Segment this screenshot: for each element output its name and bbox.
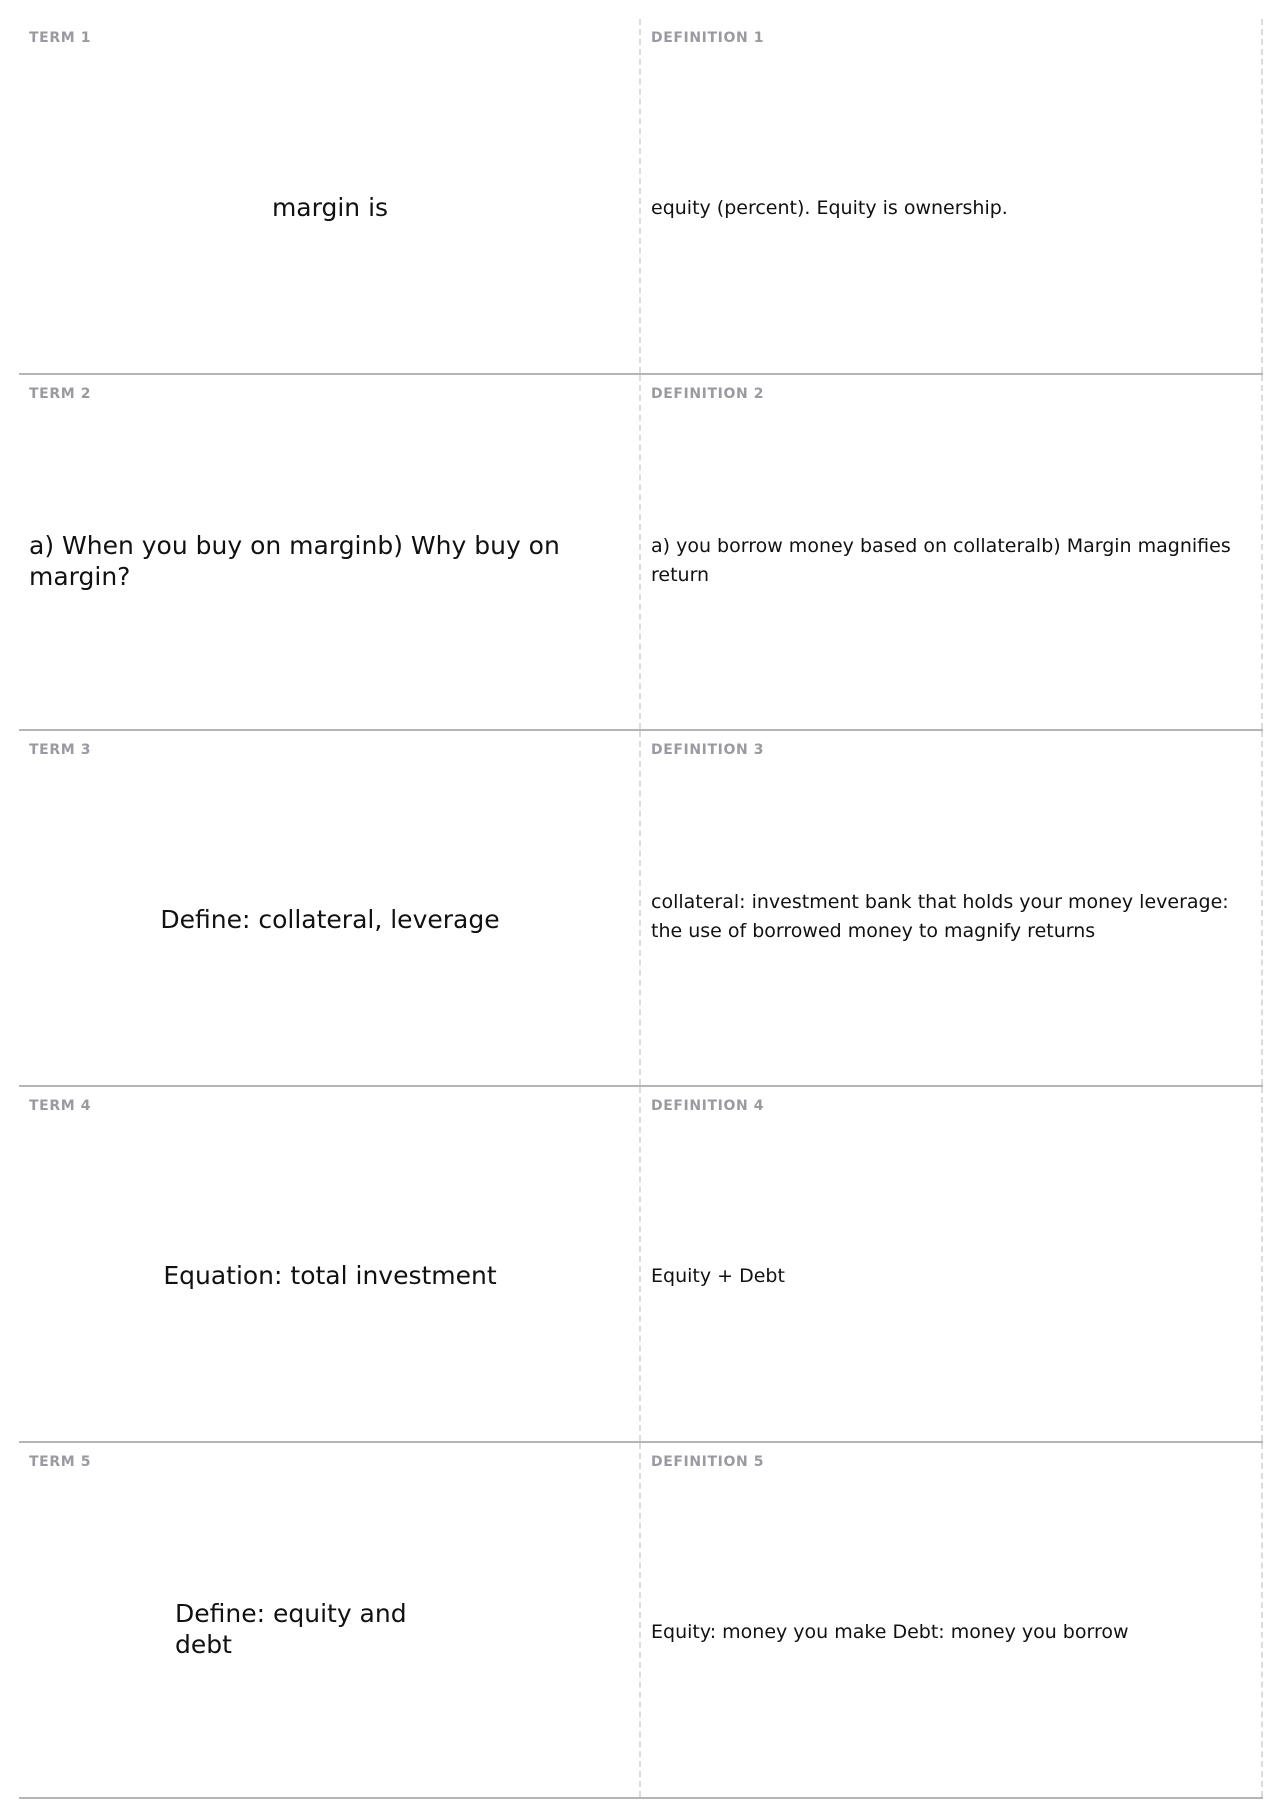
flashcard-row <box>19 375 1263 731</box>
definition-text: Equity: money you make Debt: money you borrow <box>651 1621 1129 1643</box>
definition-cell <box>641 731 1263 1085</box>
definition-text: collateral: investment bank that holds your money leverage: the use of borrowed money to magnify returns <box>651 891 1229 942</box>
term-label: TERM 1 <box>29 30 92 46</box>
term-text: a) When you buy on marginb) Why buy on margin? <box>29 531 560 591</box>
term-cell <box>19 1443 641 1797</box>
definition-label: DEFINITION 2 <box>651 386 765 402</box>
term-label: TERM 4 <box>29 1098 92 1114</box>
term-cell <box>19 731 641 1085</box>
definition-text: a) you borrow money based on collateralb) Margin magnifies return <box>651 535 1231 586</box>
term-text: Define: equity and debt <box>175 1599 407 1659</box>
flashcard-row <box>19 731 1263 1087</box>
flashcard-row <box>19 1087 1263 1443</box>
term-text: Equation: total investment <box>163 1261 497 1290</box>
term-label: TERM 5 <box>29 1454 92 1470</box>
definition-label: DEFINITION 4 <box>651 1098 765 1114</box>
term-text: Define: collateral, leverage <box>160 905 500 934</box>
definition-label: DEFINITION 3 <box>651 742 765 758</box>
definition-text: equity (percent). Equity is ownership. <box>651 197 1008 219</box>
definition-cell <box>641 19 1263 373</box>
flashcard-sheet <box>19 19 1263 1801</box>
term-cell <box>19 19 641 373</box>
definition-label: DEFINITION 5 <box>651 1454 765 1470</box>
definition-cell <box>641 1087 1263 1441</box>
term-label: TERM 2 <box>29 386 92 402</box>
term-label: TERM 3 <box>29 742 92 758</box>
definition-cell <box>641 1443 1263 1797</box>
term-cell <box>19 1087 641 1441</box>
definition-label: DEFINITION 1 <box>651 30 765 46</box>
flashcard-row <box>19 1443 1263 1799</box>
definition-text: Equity + Debt <box>651 1265 785 1287</box>
term-cell <box>19 375 641 729</box>
definition-cell <box>641 375 1263 729</box>
term-text: margin is <box>271 193 389 222</box>
flashcard-row <box>19 19 1263 375</box>
